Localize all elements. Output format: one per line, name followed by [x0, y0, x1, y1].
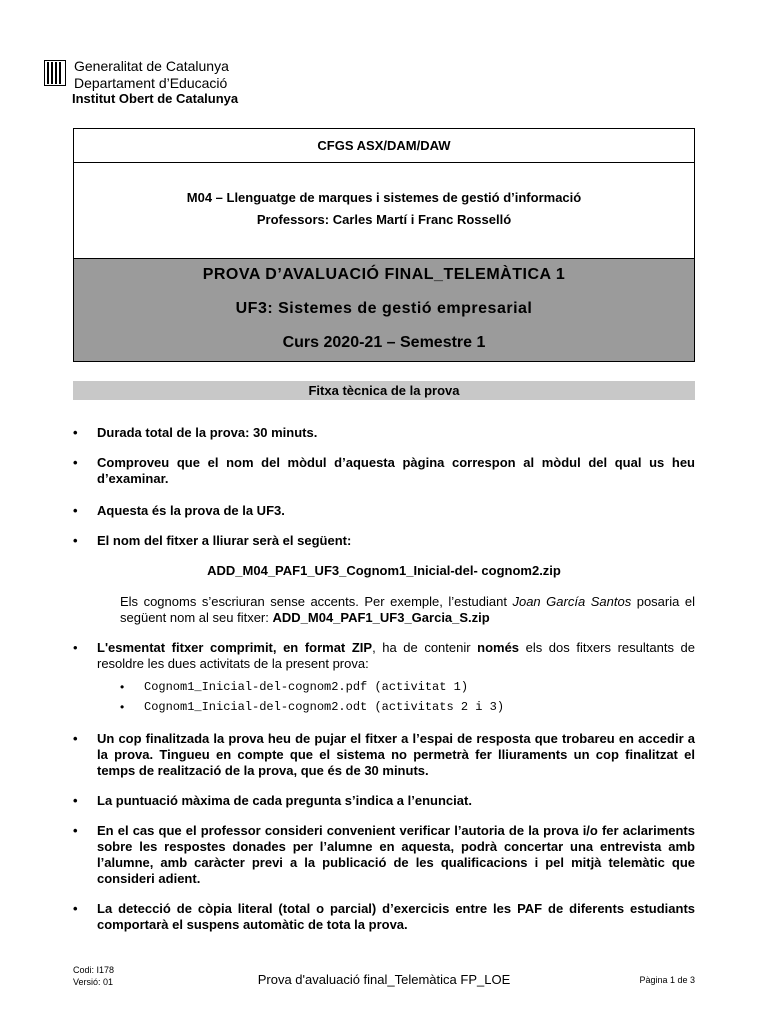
file-item-odt: • Cognom1_Inicial-del-cognom2.odt (activitats 2 i 3)	[120, 697, 504, 717]
bullet: •	[120, 700, 125, 714]
file-item-pdf: • Cognom1_Inicial-del-cognom2.pdf (activitat 1)	[120, 677, 504, 697]
bullet: •	[73, 731, 78, 746]
institute-name: Institut Obert de Catalunya	[72, 91, 239, 106]
list-item-duration: • Durada total de la prova: 30 minuts.	[73, 425, 318, 440]
list-item-check-module: • Comproveu que el nom del mòdul d’aquesta pàgina correspon al mòdul del qual us heu d’examinar.	[73, 455, 695, 486]
exam-title: PROVA D’AVALUACIÓ FINAL_TELEMÀTICA 1	[202, 266, 566, 283]
example-student-name: Joan García Santos	[512, 594, 632, 609]
page-number: Pàgina 1 de 3	[639, 975, 695, 985]
module-name: M04 – Llenguatge de marques i sistemes de gestió d’informació	[186, 190, 582, 205]
footer-title: Prova d'avaluació final_Telemàtica FP_LOE	[257, 972, 511, 987]
bullet: •	[73, 823, 78, 838]
bullet: •	[73, 793, 78, 808]
list-item-authorship: • En el cas que el professor consideri convenient verificar l’autoria de la prova i/o fer aclariments sobre les respostes donades per l’alumne en aquesta, podrà concertar una entrevista amb l’alumne, amb caràcter previ a la publicació de les qualificacions i pel mitjà telemàtic que consideri adient.	[73, 823, 695, 886]
example-filename: ADD_M04_PAF1_UF3_Garcia_S.zip	[272, 610, 490, 625]
list-item-copying: • La detecció de còpia literal (total o parcial) d’exercicis entre les PAF de diferents estudiants comportarà el suspens automàtic de tota la prova.	[73, 901, 695, 932]
list-item-score: • La puntuació màxima de cada pregunta s’indica a l’enunciat.	[73, 793, 472, 808]
list-item-filename-intro: • El nom del fitxer a lliurar serà el següent:	[73, 533, 352, 548]
fitxa-heading: Fitxa tècnica de la prova	[73, 381, 695, 400]
unit-title: UF3: Sistemes de gestió empresarial	[235, 300, 533, 317]
footer-version: Versió: 01	[73, 977, 114, 987]
generalitat-logo-icon	[44, 60, 66, 86]
file-list	[120, 677, 504, 717]
required-filename: ADD_M04_PAF1_UF3_Cognom1_Inicial-del- cognom2.zip	[207, 563, 561, 578]
bullet: •	[73, 533, 78, 548]
exam-title-block	[74, 259, 694, 361]
program-label: CFGS ASX/DAM/DAW	[74, 129, 694, 163]
bullet: •	[73, 503, 78, 518]
module-info	[74, 163, 694, 259]
bullet: •	[73, 455, 78, 470]
bullet: •	[73, 901, 78, 916]
org-line-2: Departament d’Educació	[74, 75, 228, 91]
bullet: •	[73, 425, 78, 440]
footer-code: Codi: I178	[73, 965, 115, 975]
list-item-zip: • L'esmentat fitxer comprimit, en format ZIP, ha de contenir només els dos fitxers resultants de resoldre les dues activitats de la present prova:	[73, 640, 695, 671]
list-item-upload: • Un cop finalitzada la prova heu de pujar el fitxer a l’espai de resposta que trobareu en accedir a la prova. Tingueu en compte que el sistema no permetrà fer lliuraments un cop finalitzat el temps de realització de la prova, que és de 30 minuts.	[73, 731, 695, 778]
professors: Professors: Carles Martí i Franc Rosselló	[256, 212, 512, 227]
filename-note: Els cognoms s’escriuran sense accents. Per exemple, l’estudiant Joan García Santos posaria el següent nom al seu fitxer: ADD_M04_PAF1_UF3_Garcia_S.zip	[120, 594, 696, 625]
bullet: •	[120, 680, 125, 694]
bullet: •	[73, 640, 78, 655]
title-box	[73, 128, 695, 362]
course-label: Curs 2020-21 – Semestre 1	[282, 334, 486, 351]
org-line-1: Generalitat de Catalunya	[74, 58, 229, 74]
list-item-uf3: • Aquesta és la prova de la UF3.	[73, 503, 285, 518]
